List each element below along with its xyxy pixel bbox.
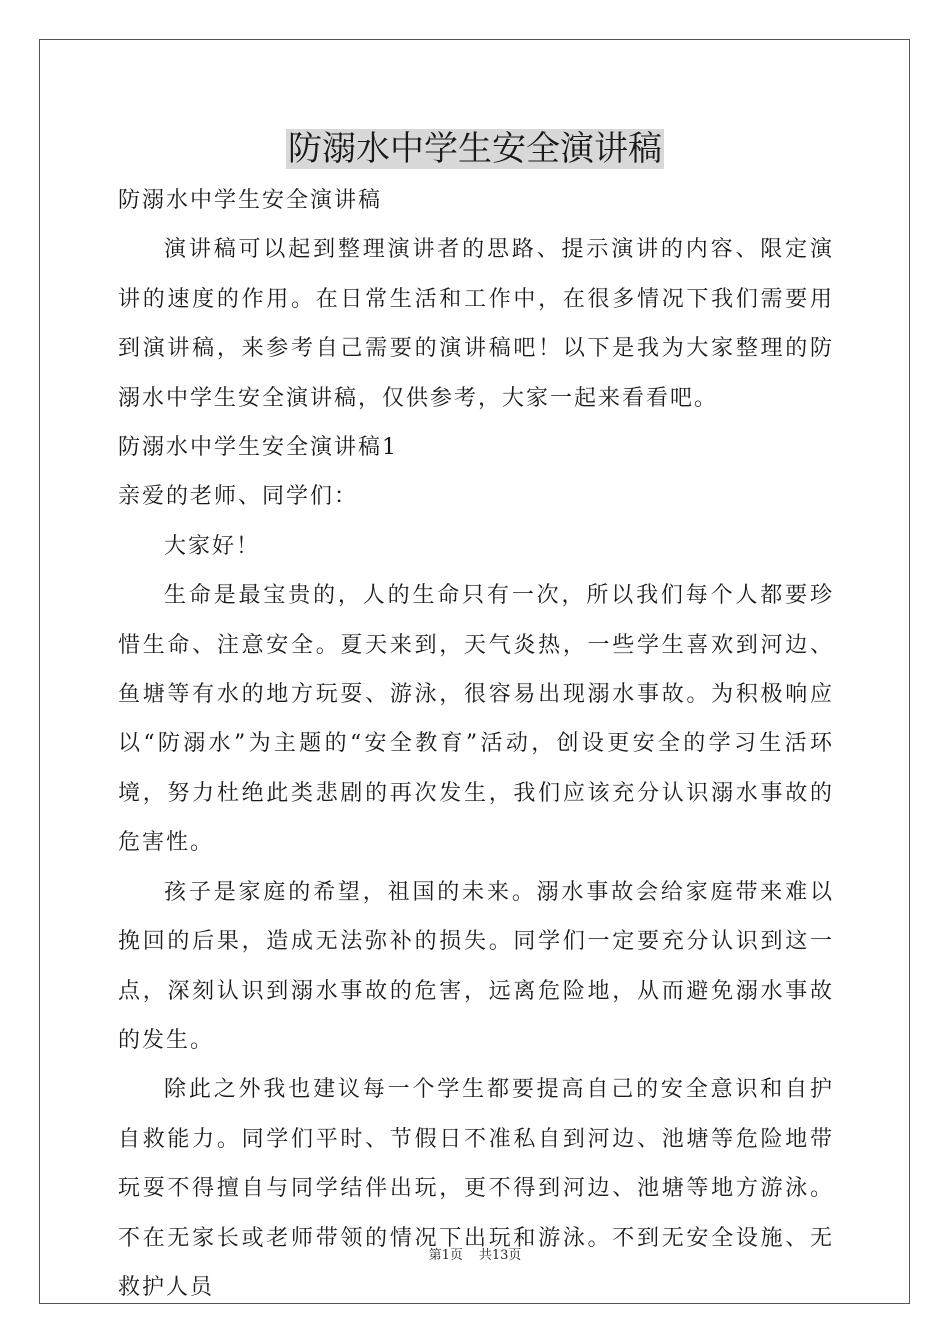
page-title-text: 防溺水中学生安全演讲稿 (288, 129, 662, 169)
page-footer (0, 1247, 950, 1265)
body-paragraph: 除此之外我也建议每一个学生都要提高自己的安全意识和自护自救能力。同学们平时、节假日不准私自到河边、池塘等危险地带玩耍不得擅自与同学结伴出玩，更不得到河边、池塘等地方游泳。不在无家长或老师带领的情况下出玩和游泳。不到无安全设施、无救护人员 (118, 1077, 834, 1300)
intro-paragraph: 演讲稿可以起到整理演讲者的思路、提示演讲的内容、限定演讲的速度的作用。在日常生活和工作中，在很多情况下我们需要用到演讲稿，来参考自己需要的演讲稿吧！以下是我为大家整理的防溺水中学生安全演讲稿，仅供参考，大家一起来看看吧。 (118, 237, 834, 411)
section-heading: 防溺水中学生安全演讲稿1 (118, 435, 398, 461)
page-number: 第1页 (428, 1248, 463, 1263)
page-total: 共13页 (478, 1248, 522, 1263)
page-title (0, 126, 950, 172)
body-paragraph: 生命是最宝贵的，人的生命只有一次，所以我们每个人都要珍惜生命、注意安全。夏天来到，天气炎热，一些学生喜欢到河边、鱼塘等有水的地方玩耍、游泳，很容易出现溺水事故。为积极响应以“防溺水”为主题的“安全教育”活动，创设更安全的学习生活环境，努力杜绝此类悲剧的再次发生，我们应该充分认识溺水事故的危害性。 (118, 583, 834, 856)
salutation-line: 亲爱的老师、同学们： (118, 484, 359, 510)
document-body (118, 176, 834, 1312)
subtitle-line: 防溺水中学生安全演讲稿 (118, 188, 383, 213)
greeting-line: 大家好！ (164, 533, 261, 559)
body-paragraph: 孩子是家庭的希望，祖国的未来。溺水事故会给家庭带来难以挽回的后果，造成无法弥补的损失。同学们一定要充分认识到这一点，深刻认识到溺水事故的危害，远离危险地，从而避免溺水事故的发生。 (118, 879, 834, 1053)
